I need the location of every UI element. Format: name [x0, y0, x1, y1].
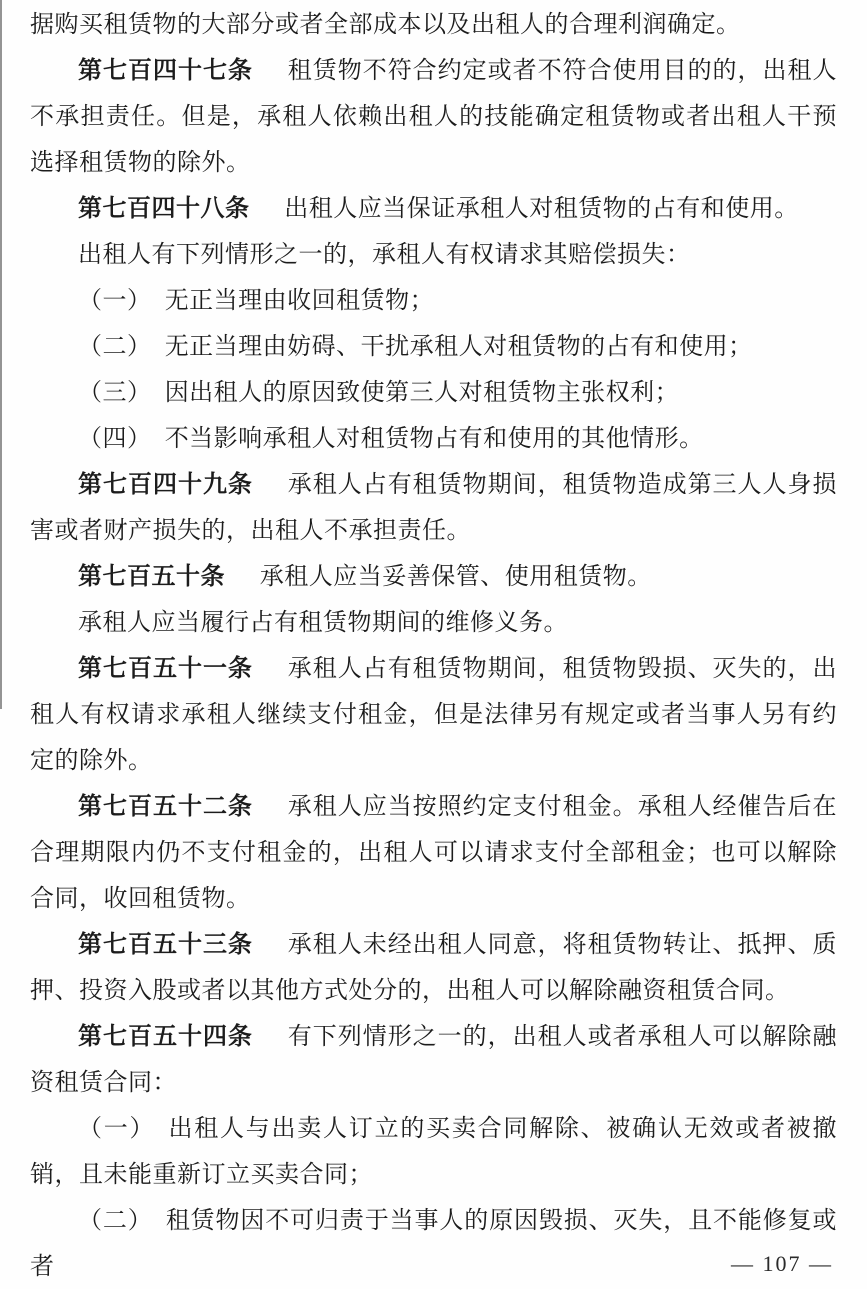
item-number: （二）	[78, 1208, 153, 1234]
article-number: 第七百五十条	[78, 563, 225, 590]
paragraph-text: 出租人有下列情形之一的，承租人有权请求其赔偿损失：	[78, 242, 691, 268]
item-number: （一）	[78, 1116, 156, 1142]
paragraph-article-747	[30, 48, 837, 186]
paragraph-continuation	[30, 2, 837, 48]
paragraph-text: 承租人占有租赁物期间，租赁物造成第三人人身损害或者财产损失的，出租人不承担责任。	[30, 472, 838, 544]
paragraph-text: 据购买租赁物的大部分或者全部成本以及出租人的合理利润确定。	[30, 12, 741, 38]
article-number: 第七百五十四条	[78, 1023, 253, 1050]
paragraph-text: 不当影响承租人对租赁物占有和使用的其他情形。	[164, 426, 704, 452]
page-number: — 107 —	[731, 1251, 833, 1276]
paragraph-item-4	[30, 416, 837, 462]
paragraph-item-2	[30, 324, 837, 370]
paragraph-article-749	[30, 462, 837, 554]
paragraph-item-1	[30, 1106, 837, 1198]
paragraph-body	[30, 600, 837, 646]
paragraph-item-2	[30, 1198, 837, 1289]
paragraph-text: 出租人应当保证承租人对租赁物的占有和使用。	[284, 196, 799, 222]
paragraph-text: 承租人未经出租人同意，将租赁物转让、抵押、质押、投资入股或者以其他方式处分的，出租人可以解除融资租赁合同。	[30, 932, 838, 1004]
paragraph-text: 无正当理由收回租赁物；	[164, 288, 435, 314]
paragraph-body	[30, 232, 837, 278]
page-footer	[731, 1251, 833, 1277]
article-number: 第七百四十八条	[78, 195, 250, 222]
article-number: 第七百四十七条	[78, 57, 253, 84]
article-number: 第七百五十二条	[78, 793, 253, 820]
item-number: （二）	[78, 334, 152, 360]
scan-edge-artifact	[0, 0, 2, 709]
article-number: 第七百五十一条	[78, 655, 253, 682]
paragraph-item-3	[30, 370, 837, 416]
paragraph-text: 出租人与出卖人订立的买卖合同解除、被确认无效或者被撤销，且未能重新订立买卖合同；	[30, 1116, 838, 1188]
article-number: 第七百四十九条	[78, 471, 253, 498]
paragraph-article-753	[30, 922, 837, 1014]
item-number: （三）	[78, 380, 152, 406]
paragraph-text: 承租人应当妥善保管、使用租赁物。	[259, 564, 652, 590]
page-body	[30, 2, 837, 1289]
paragraph-text: 无正当理由妨碍、干扰承租人对租赁物的占有和使用；	[164, 334, 753, 360]
paragraph-article-752	[30, 784, 837, 922]
paragraph-text: 承租人应当按照约定支付租金。承租人经催告后在合理期限内仍不支付租金的，出租人可以请求支付全部租金；也可以解除合同，收回租赁物。	[30, 794, 838, 912]
article-number: 第七百五十三条	[78, 931, 253, 958]
paragraph-text: 因出租人的原因致使第三人对租赁物主张权利；	[164, 380, 680, 406]
paragraph-text: 承租人占有租赁物期间，租赁物毁损、灭失的，出租人有权请求承租人继续支付租金，但是法律另有规定或者当事人另有约定的除外。	[30, 656, 838, 774]
paragraph-text: 租赁物因不可归责于当事人的原因毁损、灭失，且不能修复或者	[30, 1208, 838, 1280]
paragraph-text: 有下列情形之一的，出租人或者承租人可以解除融资租赁合同：	[30, 1024, 838, 1096]
paragraph-article-748	[30, 186, 837, 232]
item-number: （四）	[78, 426, 152, 452]
paragraph-article-751	[30, 646, 837, 784]
paragraph-article-754	[30, 1014, 837, 1106]
paragraph-article-750	[30, 554, 837, 600]
item-number: （一）	[78, 288, 152, 314]
paragraph-text: 租赁物不符合约定或者不符合使用目的的，出租人不承担责任。但是，承租人依赖出租人的技能确定租赁物或者出租人干预选择租赁物的除外。	[30, 58, 838, 176]
paragraph-item-1	[30, 278, 837, 324]
paragraph-text: 承租人应当履行占有租赁物期间的维修义务。	[78, 610, 568, 636]
